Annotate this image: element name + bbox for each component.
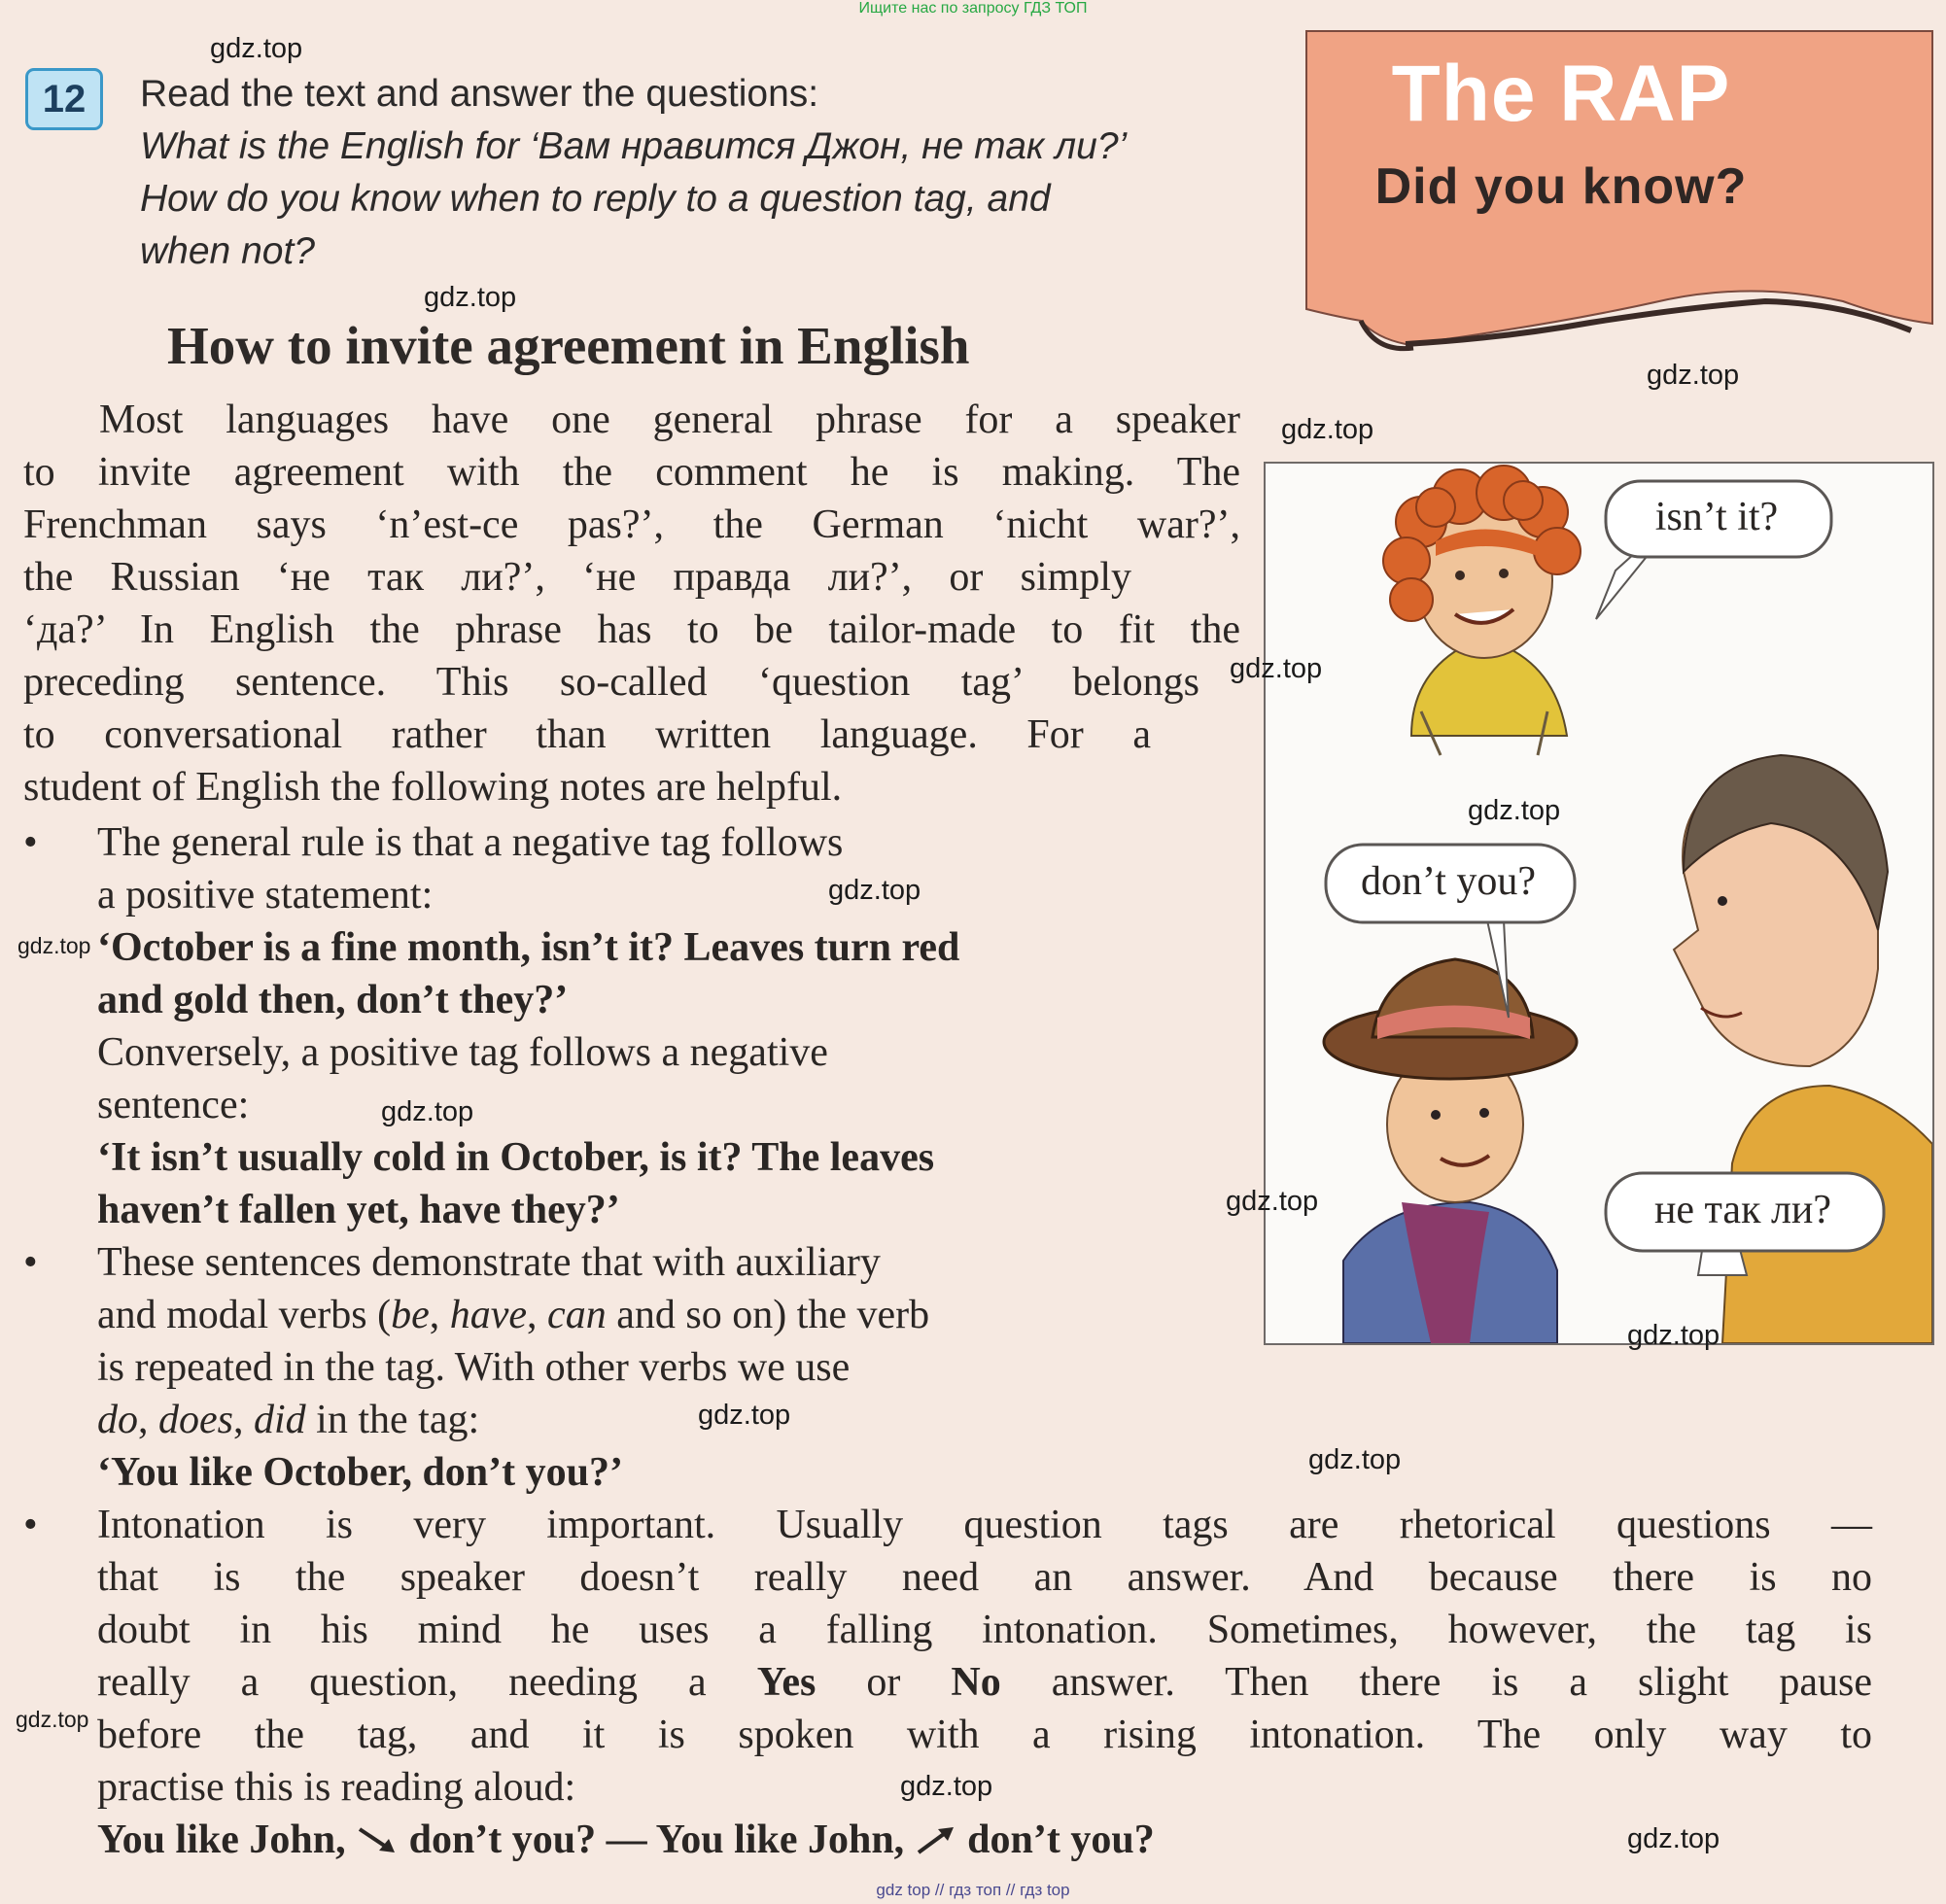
watermark: gdz.top	[828, 875, 921, 906]
intro-line: Most languages have one general phrase for a speaker	[99, 398, 1240, 442]
watermark: gdz.top	[1308, 1444, 1402, 1475]
intonation-example	[97, 1814, 1155, 1866]
verb-be: be	[391, 1293, 430, 1337]
bullet3-line	[97, 1656, 1872, 1709]
speech-bubble-dont-you: don’t you?	[1360, 859, 1537, 904]
task-question-1: What is the English for ‘Вам нравится Джон, не так ли?’	[140, 125, 1128, 167]
bullet2-line: These sentences demonstrate that with auxiliary	[97, 1240, 881, 1285]
article-heading: How to invite agreement in English	[167, 316, 970, 375]
example-you-like-john: You like John,	[97, 1817, 346, 1862]
bullet1-example: and gold then, don’t they?’	[97, 978, 569, 1022]
intro-line: the Russian ‘не так ли?’, ‘не правда ли?’, or simply	[23, 555, 1131, 600]
text: ,	[429, 1293, 450, 1337]
rap-subtitle: Did you know?	[1374, 158, 1748, 215]
bullet1-converse: Conversely, a positive tag follows a negative	[97, 1030, 828, 1075]
bullet1-example2: ‘It isn’t usually cold in October, is it? The leaves	[97, 1135, 935, 1180]
text: really a question, needing a	[97, 1660, 757, 1705]
bullet1-converse: sentence:	[97, 1083, 250, 1127]
task-instructions	[140, 68, 1127, 278]
bullet2-line	[97, 1289, 929, 1341]
bullet3-line: that is the speaker doesn’t really need an answer. And because there is no	[97, 1555, 1872, 1600]
rising-arrow-icon	[915, 1823, 957, 1856]
bullet2-line: do, does, did in the tag:	[97, 1398, 480, 1442]
bullet-marker: •	[23, 820, 38, 865]
bullet1-example2: haven’t fallen yet, have they?’	[97, 1188, 620, 1232]
site-search-note: Ищите нас по запросу ГДЗ ТОП	[858, 0, 1088, 17]
task-number-badge: 12	[25, 68, 103, 130]
intro-line: preceding sentence. This so-called ‘question tag’ belongs	[23, 660, 1199, 705]
watermark: gdz.top	[17, 933, 91, 958]
watermark: gdz.top	[1647, 360, 1740, 391]
task-instruction: Read the text and answer the questions:	[140, 73, 819, 115]
bullet2-text	[97, 1236, 929, 1499]
speech-bubble-isnt-it: isn’t it?	[1654, 495, 1779, 539]
example-dont-you: don’t you? — You like John,	[408, 1817, 905, 1862]
watermark: gdz.top	[900, 1771, 993, 1802]
bullet3-text	[97, 1499, 1872, 1814]
boy-with-hat-figure	[1324, 959, 1577, 1343]
rap-title: The RAP	[1391, 50, 1731, 138]
bullet2-line: is repeated in the tag. With other verbs we use	[97, 1345, 851, 1390]
intro-line: Frenchman says ‘n’est-ce pas?’, the German ‘nicht war?’,	[23, 502, 1240, 547]
intro-line: ‘да?’ In English the phrase has to be tailor-made to fit the	[23, 607, 1240, 652]
bullet-marker: •	[23, 1503, 38, 1547]
verb-do: do	[97, 1398, 138, 1442]
watermark: gdz.top	[381, 1096, 474, 1127]
watermark: gdz.top	[210, 33, 303, 64]
girl-figure	[1383, 466, 1581, 755]
bullet1-example: ‘October is a fine month, isn’t it? Leaves turn red	[97, 925, 960, 970]
watermark: gdz.top	[1627, 1320, 1720, 1351]
verb-does: does	[158, 1398, 233, 1442]
yes-word: Yes	[756, 1660, 817, 1705]
verb-can: can	[547, 1293, 607, 1337]
example-dont-you-2: don’t you?	[967, 1817, 1155, 1862]
watermark: gdz.top	[16, 1707, 89, 1732]
watermark: gdz.top	[1230, 653, 1323, 684]
speech-bubble-ne-tak-li: не так ли?	[1653, 1188, 1832, 1232]
text: and modal verbs (	[97, 1293, 392, 1337]
bullet3-line: before the tag, and it is spoken with a rising intonation. The only way to	[97, 1713, 1872, 1757]
site-footer-note: gdz top // гдз топ // гдз top	[876, 1881, 1070, 1899]
watermark: gdz.top	[1468, 795, 1561, 826]
bullet3-line: Intonation is very important. Usually question tags are rhetorical questions —	[97, 1503, 1872, 1547]
text: answer. Then there is a slight pause	[1000, 1660, 1872, 1705]
verb-did: did	[254, 1398, 306, 1442]
task-question-2: How do you know when to reply to a question tag, and	[140, 178, 1051, 220]
intro-line: to conversational rather than written language. For a	[23, 712, 1151, 757]
falling-arrow-icon	[356, 1823, 399, 1856]
watermark: gdz.top	[1281, 414, 1374, 445]
bullet2-example: ‘You like October, don’t you?’	[97, 1450, 623, 1495]
bullet1-line: a positive statement:	[97, 873, 434, 917]
watermark: gdz.top	[424, 282, 517, 313]
text: ,	[527, 1293, 548, 1337]
watermark: gdz.top	[1627, 1823, 1720, 1854]
bullet-marker: •	[23, 1240, 38, 1285]
verb-have: have	[449, 1293, 528, 1337]
text: or	[816, 1660, 952, 1705]
task-question-3: when not?	[140, 230, 315, 272]
no-word: No	[951, 1660, 1001, 1705]
intro-line: student of English the following notes are helpful.	[23, 765, 843, 810]
intro-paragraph	[23, 394, 1240, 814]
bullet1-line: The general rule is that a negative tag follows	[97, 820, 844, 865]
bullet3-line: doubt in his mind he uses a falling intonation. Sometimes, however, the tag is	[97, 1608, 1872, 1652]
intro-line: to invite agreement with the comment he is making. The	[23, 450, 1240, 495]
text: in the tag:	[305, 1398, 480, 1442]
text: and so on) the verb	[606, 1293, 930, 1337]
watermark: gdz.top	[698, 1400, 791, 1431]
watermark: gdz.top	[1226, 1186, 1319, 1217]
bullet3-line: practise this is reading aloud:	[97, 1765, 576, 1810]
